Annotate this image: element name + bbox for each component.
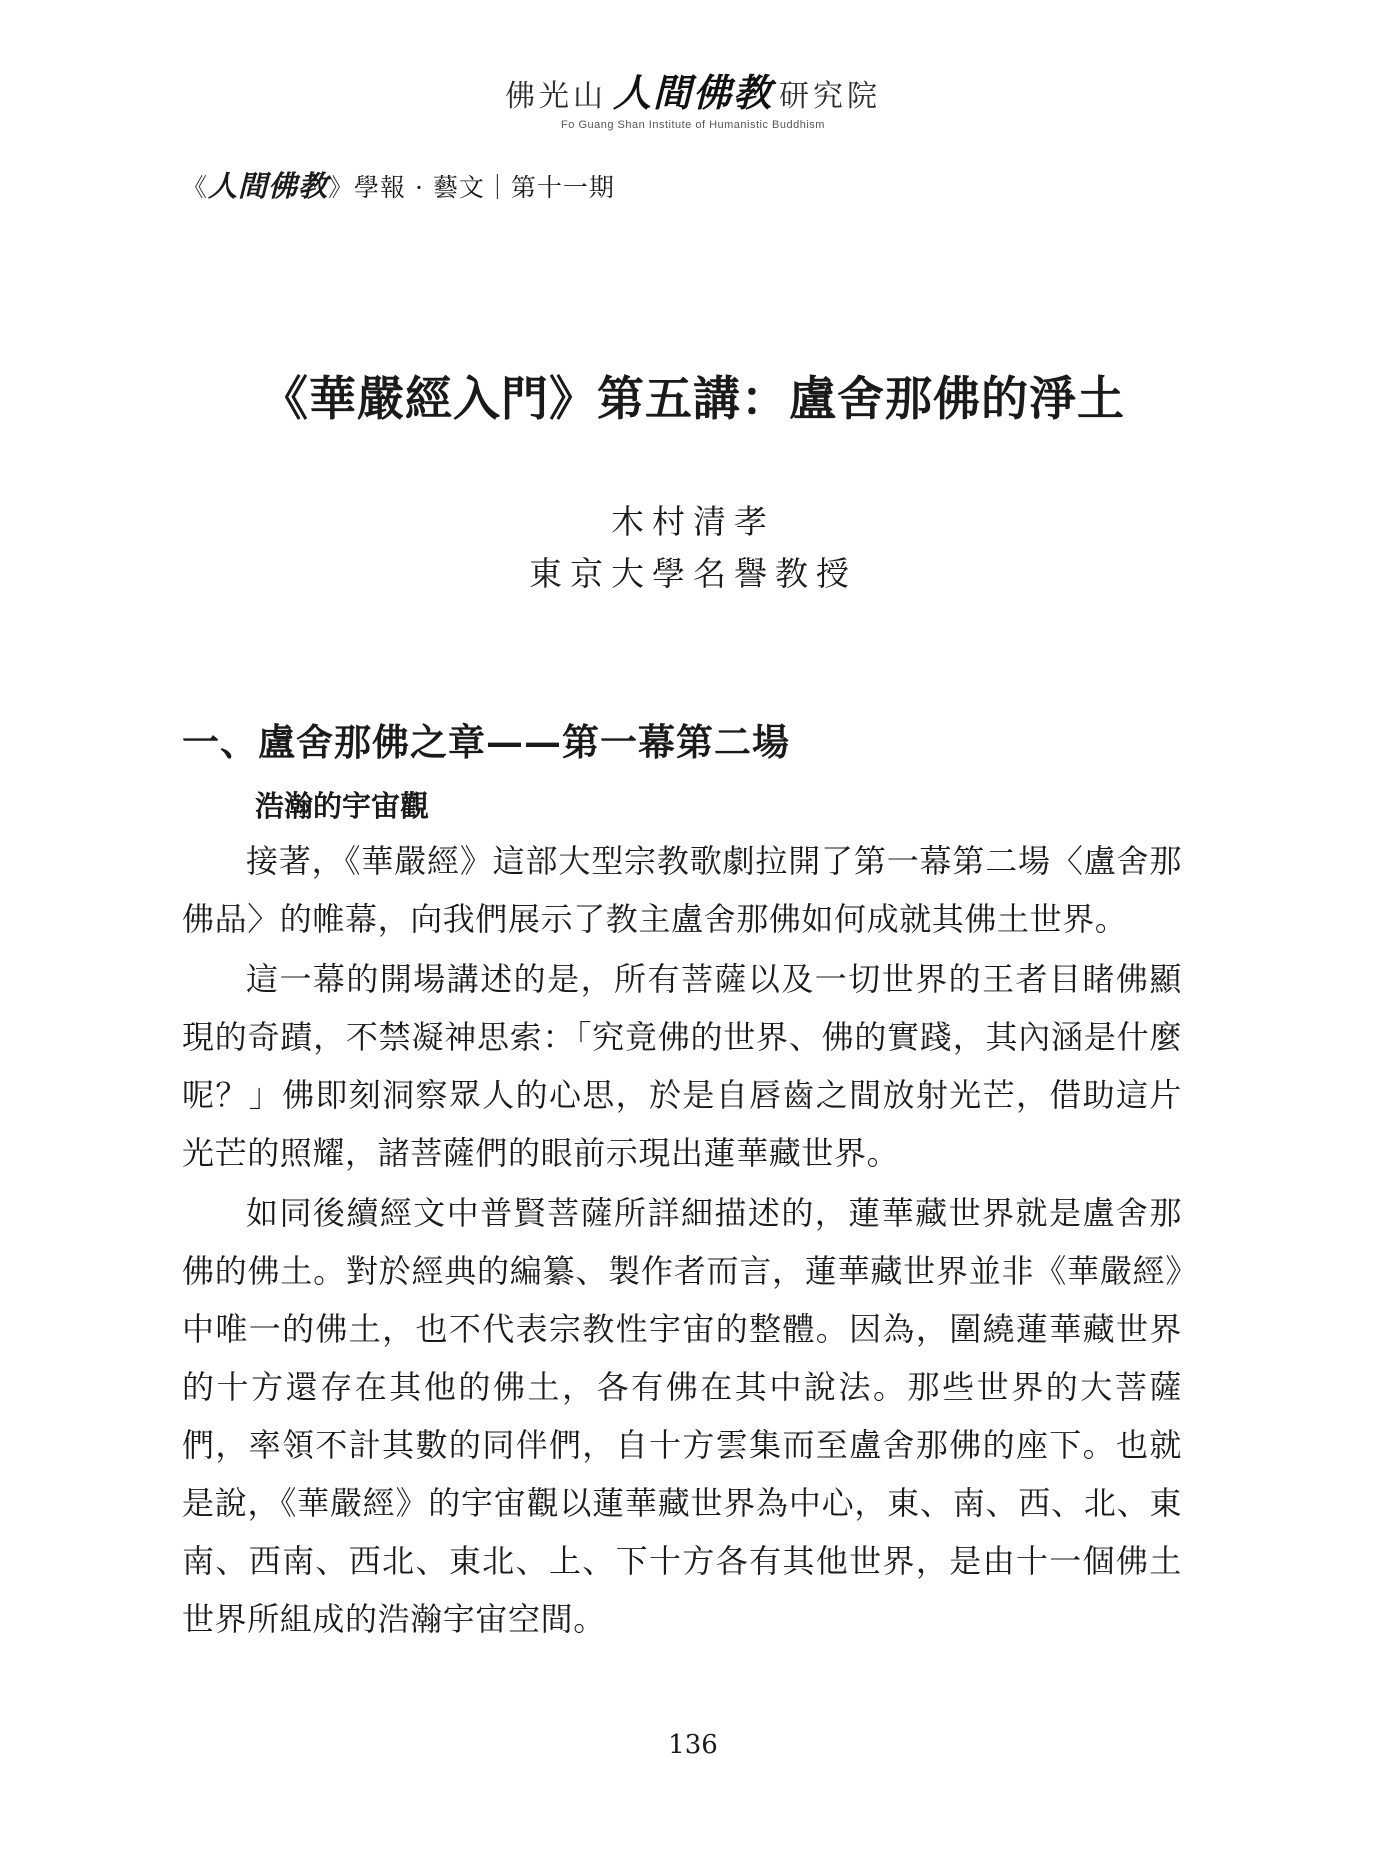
section-subheading: 浩瀚的宇宙觀 [255,789,430,823]
logo-brush-text: 人間佛教 [612,70,773,115]
author-affiliation: 東京大學名譽教授 [529,554,857,593]
paragraph: 如同後續經文中普賢菩薩所詳細描述的，蓮華藏世界就是盧舍那佛的佛土。對於經典的編纂、製作者而言，蓮華藏世界並非《華嚴經》中唯一的佛土，也不代表宗教性宇宙的整體。因為，圍繞蓮華藏世界的十方還存在其他的佛土，各有佛在其中說法。那些世界的大菩薩們，率領不計其數的同伴們，自十方雲集而至盧舍那佛的座下。也就是說，《華嚴經》的宇宙觀以蓮華藏世界為中心，東、南、西、北、東南、西南、西北、東北、上、下十方各有其他世界，是由十一個佛土世界所組成的浩瀚宇宙空間。 [182,1194,1182,1638]
article-body [182,832,1182,1650]
paragraph: 這一幕的開場講述的是，所有菩薩以及一切世界的王者目睹佛顯現的奇蹟，不禁凝神思索：「究竟佛的世界、佛的實踐，其內涵是什麼呢？」佛即刻洞察眾人的心思，於是自唇齒之間放射光芒，借助這片光芒的照耀，諸菩薩們的眼前示現出蓮華藏世界。 [182,960,1182,1172]
author-name: 木村清孝 [611,502,775,541]
article-title: 《華嚴經入門》第五講：盧舍那佛的淨土 [261,372,1125,427]
section-heading: 一、盧舍那佛之章——第一幕第二場 [182,720,790,764]
logo-suffix: 研究院 [779,79,881,114]
institute-name [0,62,1386,117]
journal-open-mark: 《 [182,173,209,202]
institute-english-name: Fo Guang Shan Institute of Humanistic Buddhism [561,119,825,131]
logo-prefix: 佛光山 [504,79,607,114]
journal-issue: 》學報 · 藝文｜第十一期 [328,173,615,202]
institute-logo [0,62,1386,131]
journal-running-head [182,164,615,205]
journal-brush-text: 人間佛教 [208,169,329,203]
paragraph: 接著，《華嚴經》這部大型宗教歌劇拉開了第一幕第二場〈盧舍那佛品〉的帷幕，向我們展示了教主盧舍那佛如何成就其佛土世界。 [182,842,1182,938]
page-number: 136 [668,1730,718,1760]
